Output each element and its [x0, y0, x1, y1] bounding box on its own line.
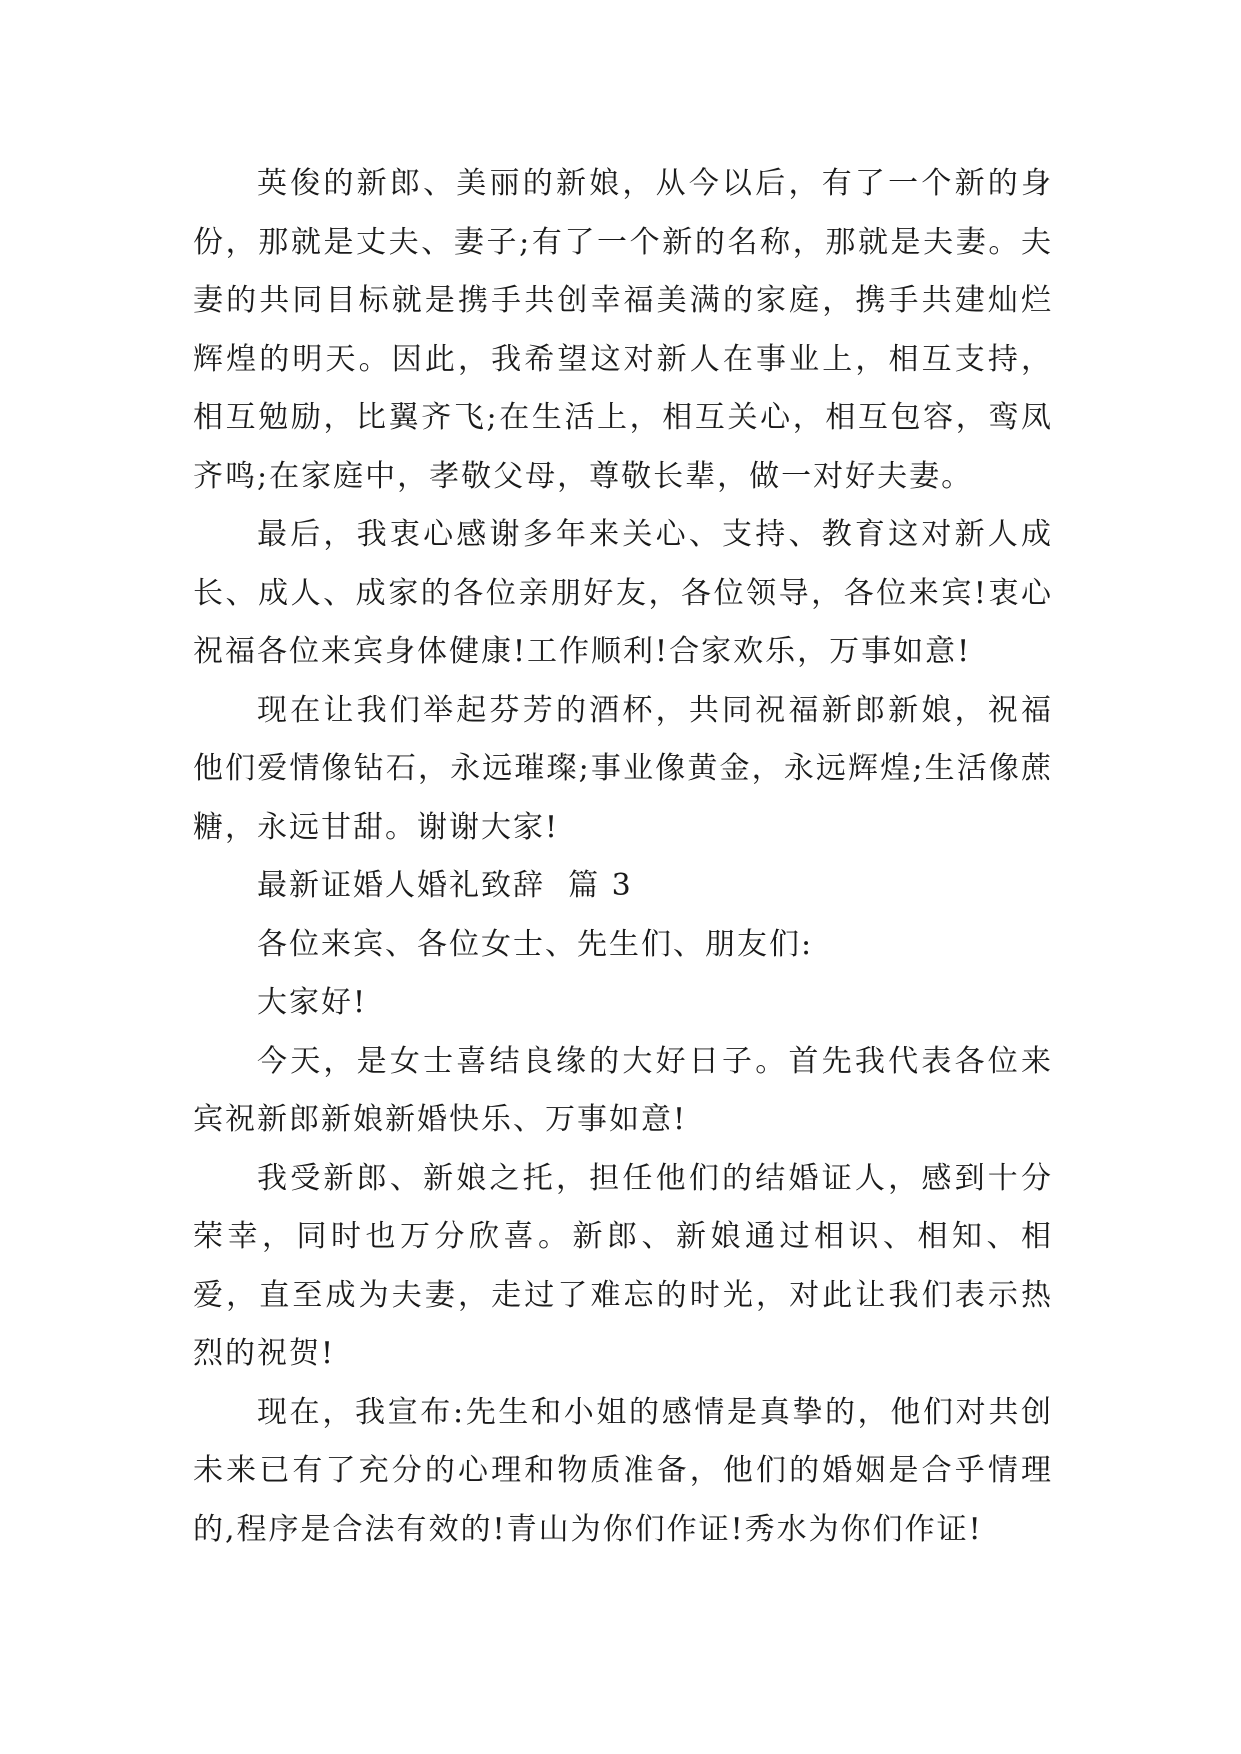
greeting: 大家好!: [257, 985, 368, 1020]
section-heading: 最新证婚人婚礼致辞 篇 3: [257, 868, 633, 903]
paragraph-3: 现在让我们举起芬芳的酒杯，共同祝福新郎新娘，祝福他们爱情像钻石，永远璀璨;事业像黄金，永远辉煌;生活像蔗糖，永远甘甜。谢谢大家!: [193, 692, 1053, 845]
paragraph-6: 现在，我宣布:先生和小姐的感情是真挚的，他们对共创未来已有了充分的心理和物质准备，他们的婚姻是合乎情理的,程序是合法有效的!青山为你们作证!秀水为你们作证!: [193, 1394, 1053, 1547]
salutation: 各位来宾、各位女士、先生们、朋友们:: [257, 926, 814, 962]
paragraph-1: 英俊的新郎、美丽的新娘，从今以后，有了一个新的身份，那就是丈夫、妻子;有了一个新的名称，那就是夫妻。夫妻的共同目标就是携手共创幸福美满的家庭，携手共建灿烂辉煌的明天。因此，我希望这对新人在事业上，相互支持，相互勉励，比翼齐飞;在生活上，相互关心，相互包容，鸾凤齐鸣;在家庭中，孝敬父母，尊敬长辈，做一对好夫妻。: [193, 166, 1053, 494]
paragraph-4: 今天，是女士喜结良缘的大好日子。首先我代表各位来宾祝新郎新娘新婚快乐、万事如意!: [193, 1043, 1053, 1137]
paragraph-2: 最后，我衷心感谢多年来关心、支持、教育这对新人成长、成人、成家的各位亲朋好友，各位领导，各位来宾!衷心祝福各位来宾身体健康!工作顺利!合家欢乐，万事如意!: [193, 517, 1053, 669]
document-body: [193, 155, 1053, 1559]
paragraph-5: 我受新郎、新娘之托，担任他们的结婚证人，感到十分荣幸，同时也万分欣喜。新郎、新娘通过相识、相知、相爱，直至成为夫妻，走过了难忘的时光，对此让我们表示热烈的祝贺!: [193, 1160, 1053, 1371]
